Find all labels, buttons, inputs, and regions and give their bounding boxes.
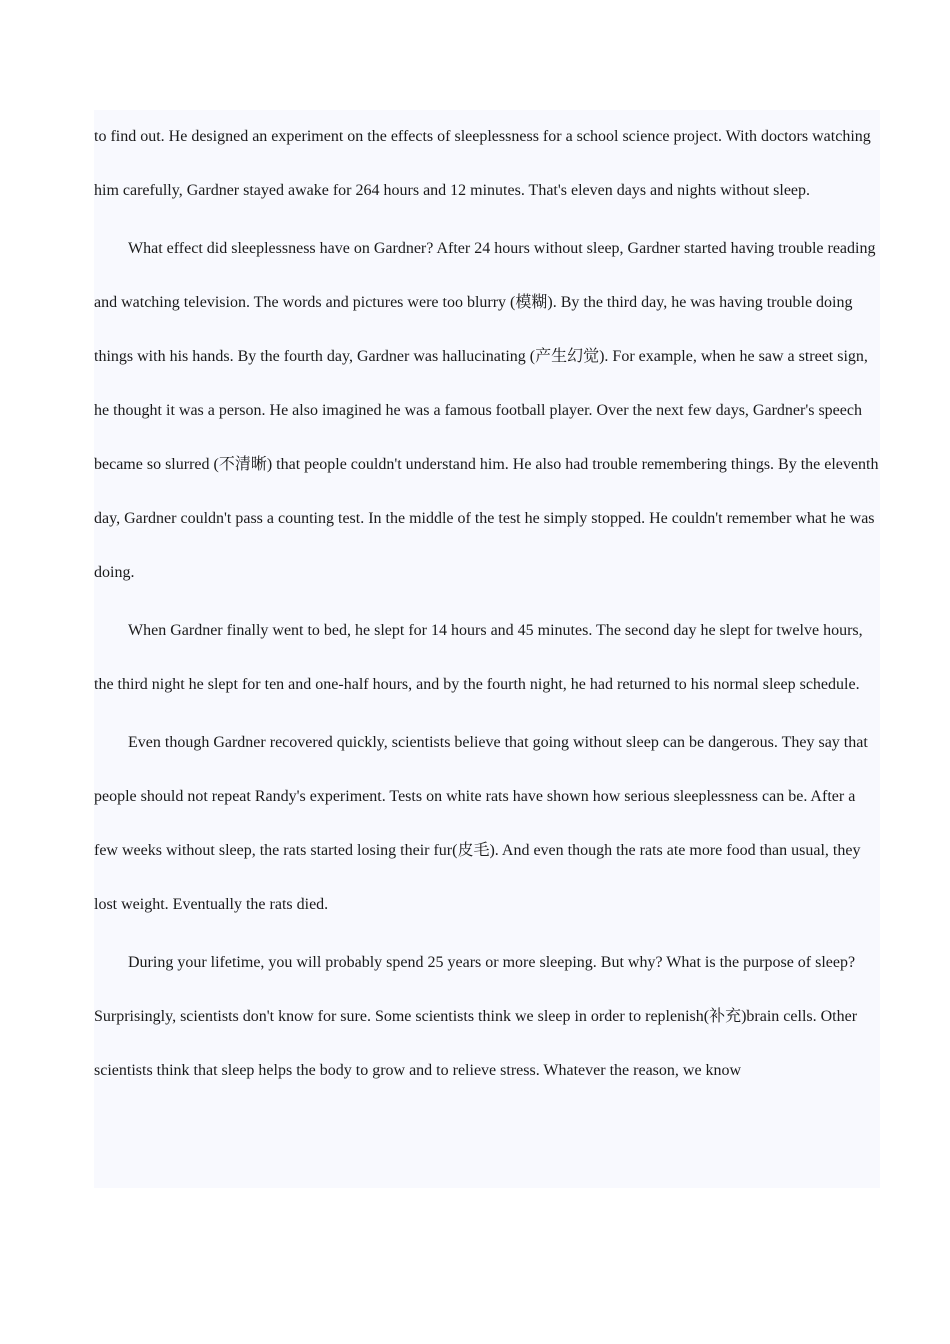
article-text (94, 110, 880, 1188)
paragraph-2: What effect did sleeplessness have on Gardner? After 24 hours without sleep, Gardner started having trouble reading and watching television. The words and pictures were too blurry (模糊). By the third day, he was having trouble doing things with his hands. By the fourth day, Gardner was hallucinating (产生幻觉). For example, when he saw a street sign, he thought it was a person. He also imagined he was a famous football player. Over the next few days, Gardner's speech became so slurred (不清晰) that people couldn't understand him. He also had trouble remembering things. By the eleventh day, Gardner couldn't pass a counting test. In the middle of the test he simply stopped. He couldn't remember what he was doing. (94, 240, 879, 581)
paragraph-4: Even though Gardner recovered quickly, scientists believe that going without sleep can be dangerous. They say that people should not repeat Randy's experiment. Tests on white rats have shown how serious sleeplessness can be. After a few weeks without sleep, the rats started losing their fur(皮毛). And even though the rats ate more food than usual, they lost weight. Eventually the rats died. (94, 734, 868, 913)
paragraph-5: During your lifetime, you will probably spend 25 years or more sleeping. But why? What is the purpose of sleep? Surprisingly, scientists don't know for sure. Some scientists think we sleep in order to replenish(补充)brain cells. Other scientists think that sleep helps the body to grow and to relieve stress. Whatever the reason, we know (94, 954, 858, 1079)
paragraph-3: When Gardner finally went to bed, he slept for 14 hours and 45 minutes. The second day he slept for twelve hours, the third night he slept for ten and one-half hours, and by the fourth night, he had returned to his normal sleep schedule. (94, 622, 863, 693)
paragraph-1: to find out. He designed an experiment on the effects of sleeplessness for a school science project. With doctors watching him carefully, Gardner stayed awake for 264 hours and 12 minutes. That's eleven days and nights without sleep. (94, 128, 871, 199)
